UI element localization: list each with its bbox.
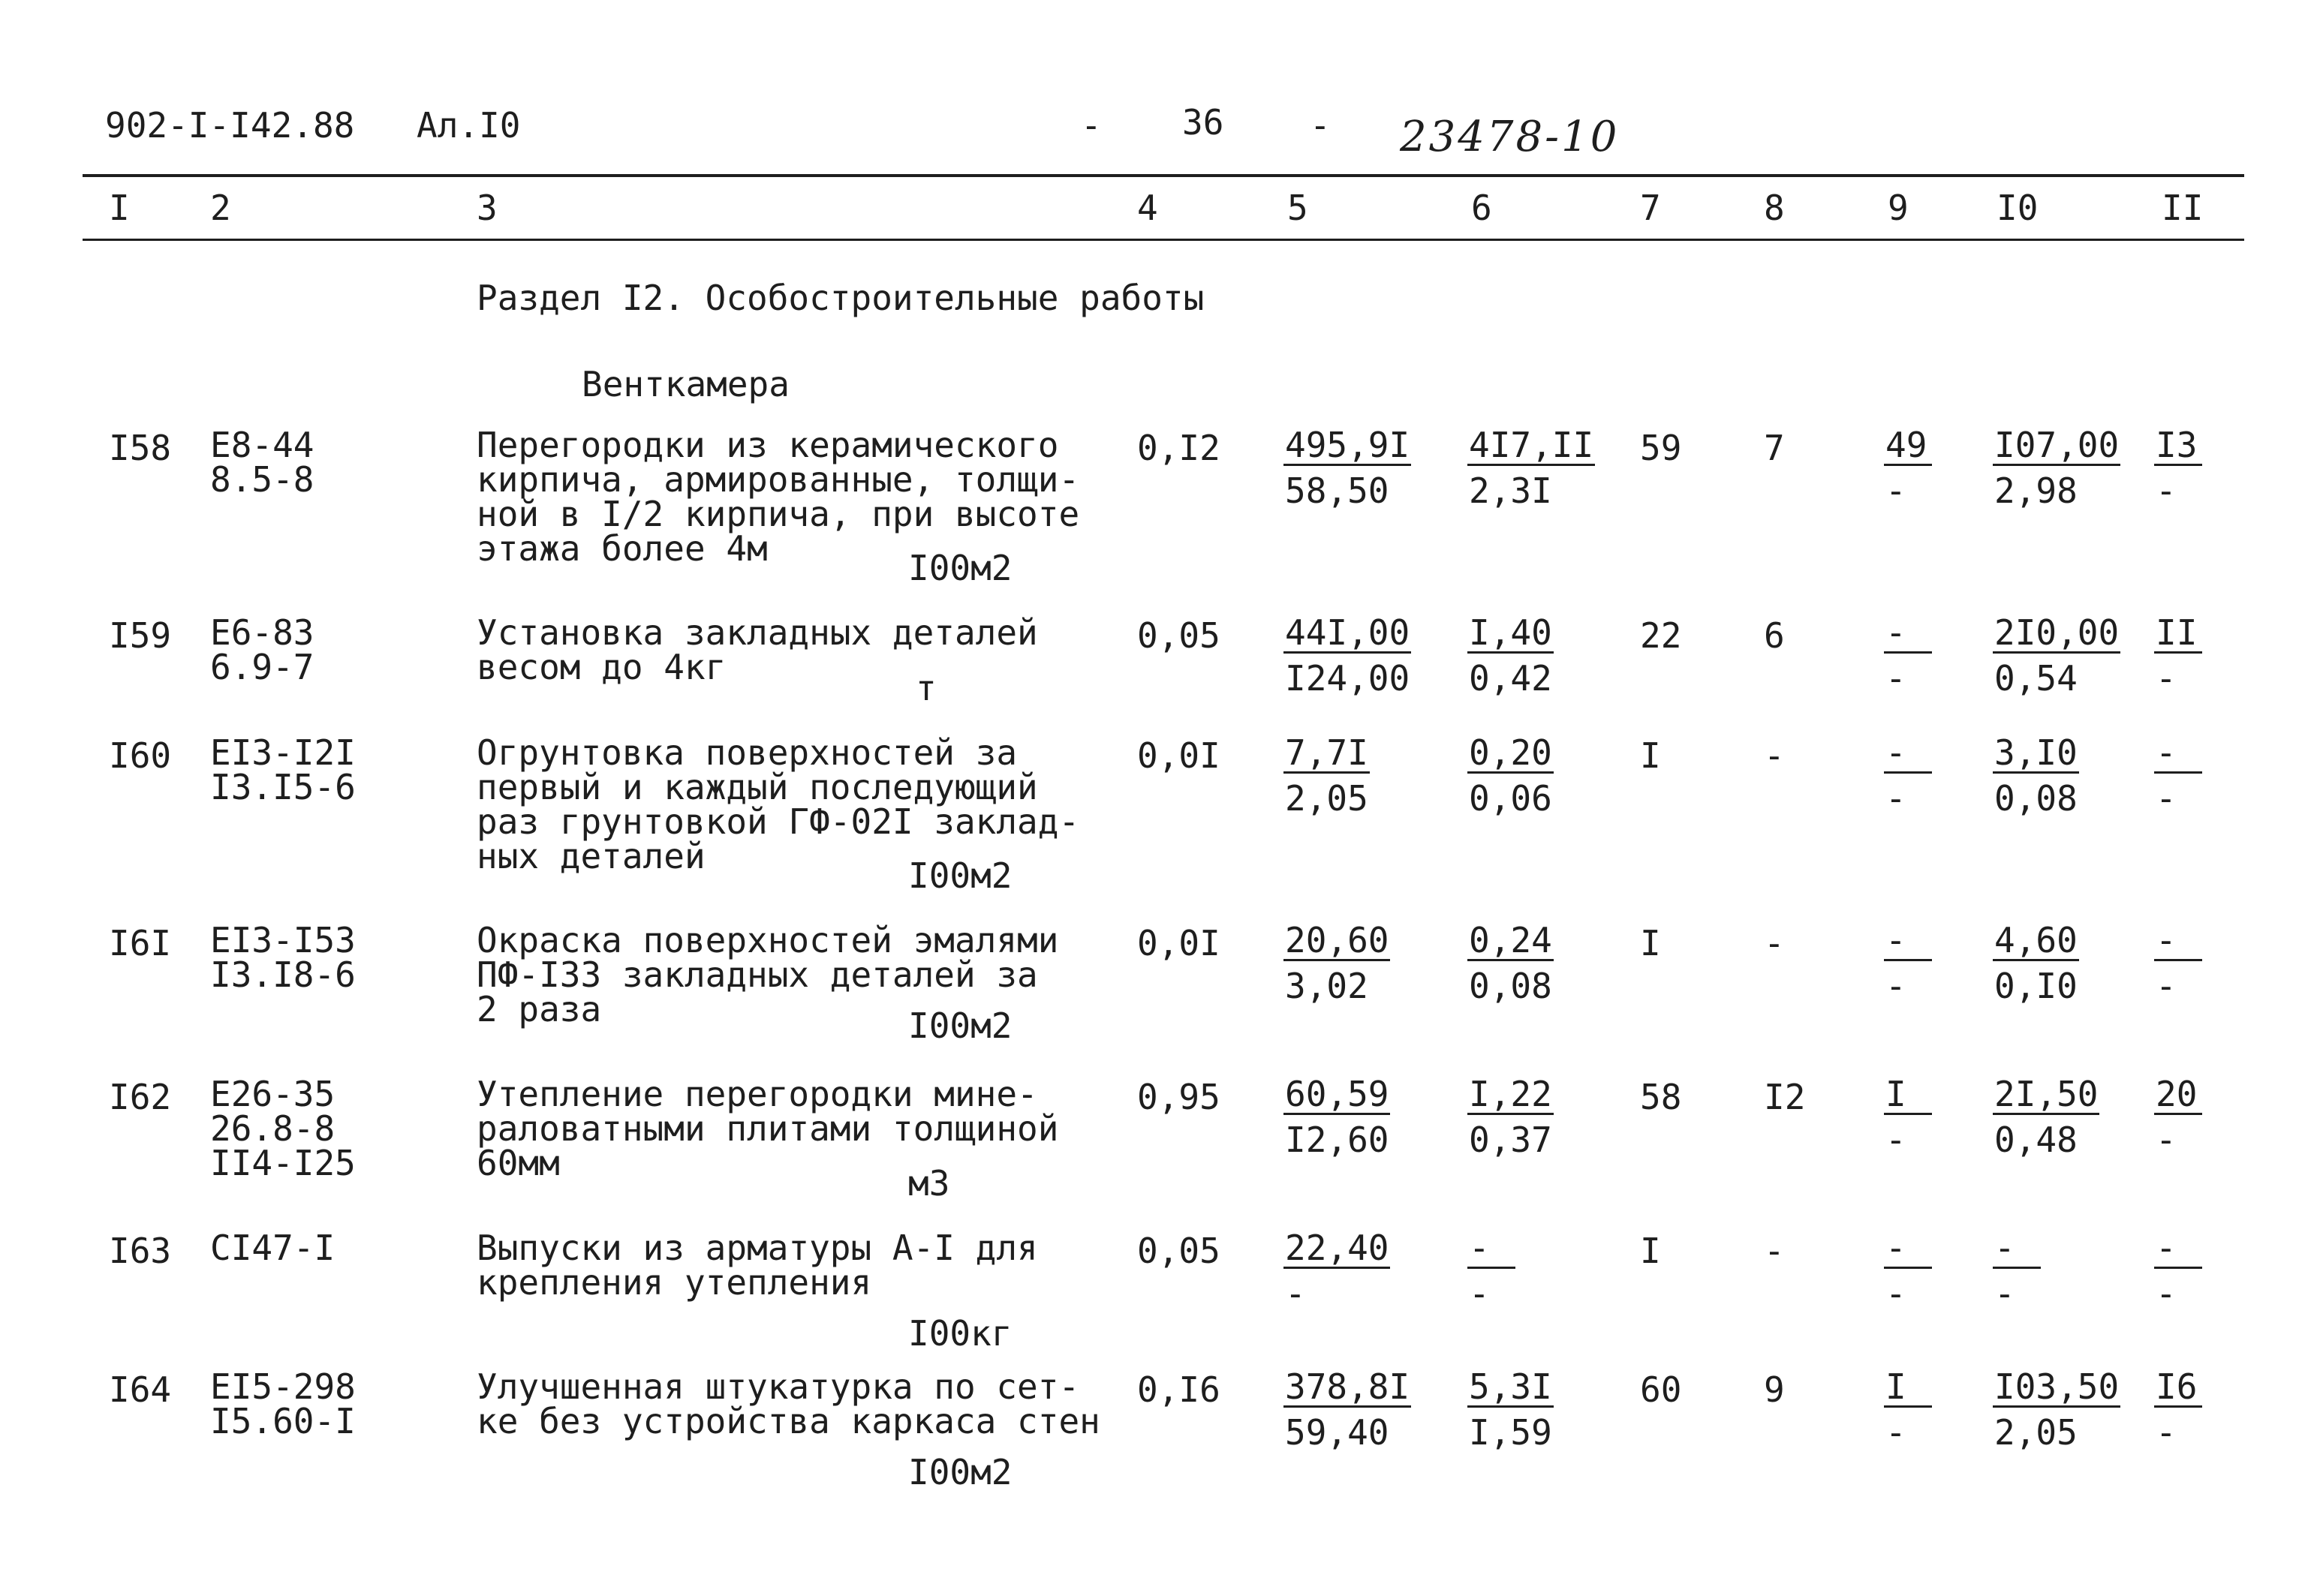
column-10-value [1993, 1228, 2041, 1314]
cost-machines-numerator: 0,20 [1469, 732, 1552, 773]
quantity: 0,0I [1137, 735, 1220, 776]
column-11-value [2154, 1228, 2202, 1314]
column-10-value [1993, 425, 2120, 511]
cost-direct-numerator: 7,7I [1285, 732, 1368, 773]
rank-value: I2 [1764, 1077, 1806, 1117]
cost-machines-denominator: - [1469, 1273, 1490, 1314]
handwritten-number: 23478-10 [1400, 113, 1620, 161]
column-header-10: I0 [1997, 188, 2039, 228]
cost-machines [1467, 732, 1554, 819]
column-header-8: 8 [1764, 188, 1785, 228]
work-description: Перегородки из керамического кирпича, армированные, толщи- ной в I/2 кирпича, при высоте этажа более 4м [477, 425, 1080, 569]
cost-machines [1467, 612, 1554, 699]
quantity: 0,05 [1137, 615, 1220, 656]
table-row [0, 732, 2305, 896]
header-dash-right: - [1310, 105, 1331, 146]
column-11-value-denominator: - [2156, 1273, 2177, 1314]
cost-direct-numerator: 495,9I [1285, 425, 1410, 465]
table-row [0, 612, 2305, 708]
labor-value: 59 [1640, 428, 1682, 468]
column-10-value-numerator: I07,00 [1994, 425, 2120, 465]
work-description: Улучшенная штукатурка по сет- ке без устройства каркаса стен [477, 1366, 1100, 1441]
row-number: I59 [109, 615, 172, 656]
row-number: I63 [109, 1231, 172, 1271]
column-11-value [2154, 1074, 2202, 1160]
cost-direct-denominator: - [1285, 1273, 1306, 1314]
column-9-value [1884, 425, 1932, 511]
column-9-value-numerator: 49 [1884, 428, 1932, 466]
column-9-value-numerator: I [1884, 1369, 1932, 1408]
column-9-value-numerator: - [1884, 923, 1932, 961]
cost-direct-denominator: 58,50 [1285, 470, 1389, 511]
column-11-value-numerator: II [2154, 615, 2202, 654]
column-11-value-numerator: - [2154, 923, 2202, 961]
rank-value: 7 [1764, 428, 1785, 468]
column-11-value-denominator: - [2156, 658, 2177, 699]
column-11-value-numerator: - [2154, 735, 2202, 774]
subsection-title: Венткамера [582, 364, 790, 404]
column-10-value [1993, 732, 2079, 819]
section-title: Раздел I2. Особостроительные работы [477, 278, 1205, 318]
unit-of-measure: I00м2 [908, 855, 1013, 896]
quantity: 0,95 [1137, 1077, 1220, 1117]
cost-machines-numerator: I,22 [1469, 1074, 1552, 1114]
labor-value: 60 [1640, 1369, 1682, 1410]
quantity: 0,05 [1137, 1231, 1220, 1271]
cost-machines-numerator: 4I7,II [1469, 425, 1594, 465]
cost-machines-denominator: 0,42 [1469, 658, 1552, 699]
column-9-value [1884, 612, 1932, 699]
labor-value: I [1640, 923, 1661, 963]
row-number: I60 [109, 735, 172, 776]
column-9-value [1884, 1228, 1932, 1314]
work-description: Огрунтовка поверхностей за первый и каждый последующий раз грунтовкой ГФ-02I заклад- ных деталей [477, 732, 1080, 876]
column-10-value [1993, 612, 2120, 699]
table-top-rule [83, 174, 2244, 177]
cost-machines [1467, 920, 1554, 1006]
cost-direct-numerator: 60,59 [1285, 1074, 1389, 1114]
norm-code: СI47-I [210, 1228, 336, 1268]
column-9-value [1884, 732, 1932, 819]
cost-machines-numerator: - [1467, 1231, 1515, 1269]
work-description: Утепление перегородки мине- раловатными плитами толщиной 60мм [477, 1074, 1059, 1183]
column-header-4: 4 [1137, 188, 1158, 228]
unit-of-measure: I00м2 [908, 1452, 1013, 1492]
cost-direct [1283, 1366, 1411, 1453]
norm-code: ЕI3-I2I I3.I5-6 [210, 732, 356, 807]
cost-machines-numerator: 0,24 [1469, 920, 1552, 960]
row-number: I58 [109, 428, 172, 468]
cost-machines-denominator: I,59 [1469, 1412, 1552, 1453]
cost-machines-denominator: 0,06 [1469, 778, 1552, 819]
cost-direct-numerator: 20,60 [1285, 920, 1389, 960]
quantity: 0,0I [1137, 923, 1220, 963]
cost-machines-denominator: 0,37 [1469, 1120, 1552, 1160]
work-description: Выпуски из арматуры А-I для крепления утепления [477, 1228, 1038, 1303]
cost-direct [1283, 1074, 1390, 1160]
column-10-value-numerator: 3,I0 [1994, 732, 2078, 773]
column-11-value-denominator: - [2156, 778, 2177, 819]
column-header-11: II [2162, 188, 2204, 228]
column-10-value-numerator: I03,50 [1994, 1366, 2120, 1407]
cost-direct [1283, 425, 1411, 511]
row-number: I62 [109, 1077, 172, 1117]
column-9-value-denominator: - [1885, 1273, 1906, 1314]
cost-machines [1467, 1228, 1515, 1314]
column-10-value-numerator: 2I,50 [1994, 1074, 2099, 1114]
column-10-value [1993, 1074, 2099, 1160]
unit-of-measure: I00м2 [908, 1005, 1013, 1046]
unit-of-measure: I00кг [908, 1313, 1013, 1354]
norm-code: Е8-44 8.5-8 [210, 425, 314, 500]
rank-value: - [1764, 1231, 1785, 1271]
column-10-value-numerator: 2I0,00 [1994, 612, 2120, 653]
unit-of-measure: I00м2 [908, 548, 1013, 588]
table-row [0, 1074, 2305, 1204]
column-11-value [2154, 732, 2202, 819]
column-9-value-numerator: - [1884, 735, 1932, 774]
column-11-value-denominator: - [2156, 1412, 2177, 1453]
column-10-value-denominator: 0,54 [1994, 658, 2078, 699]
cost-machines-denominator: 0,08 [1469, 966, 1552, 1006]
column-10-value-denominator: 2,05 [1994, 1412, 2078, 1453]
cost-direct-numerator: 22,40 [1285, 1228, 1389, 1268]
cost-direct-denominator: 59,40 [1285, 1412, 1389, 1453]
header-dash-left: - [1081, 105, 1102, 146]
column-11-value-denominator: - [2156, 1120, 2177, 1160]
table-row [0, 1228, 2305, 1354]
column-header-1: I [109, 188, 130, 228]
norm-code: Е6-83 6.9-7 [210, 612, 314, 687]
rank-value: 9 [1764, 1369, 1785, 1410]
column-9-value-numerator: - [1884, 1231, 1932, 1269]
column-11-value-numerator: I6 [2154, 1369, 2202, 1408]
cost-direct-numerator: 44I,00 [1285, 612, 1410, 653]
row-number: I64 [109, 1369, 172, 1410]
column-11-value [2154, 920, 2202, 1006]
column-header-5: 5 [1287, 188, 1308, 228]
quantity: 0,I6 [1137, 1369, 1220, 1410]
column-header-9: 9 [1888, 188, 1909, 228]
column-9-value-denominator: - [1885, 778, 1906, 819]
document-code: 902-I-I42.88 [105, 105, 355, 146]
column-10-value-denominator: 0,48 [1994, 1120, 2078, 1160]
column-10-value [1993, 920, 2079, 1006]
norm-code: ЕI5-298 I5.60-I [210, 1366, 356, 1441]
cost-machines [1467, 425, 1595, 511]
cost-direct [1283, 920, 1390, 1006]
column-header-6: 6 [1471, 188, 1492, 228]
cost-direct-denominator: 3,02 [1285, 966, 1368, 1006]
cost-direct-denominator: I24,00 [1285, 658, 1410, 699]
rank-value: - [1764, 735, 1785, 776]
rank-value: 6 [1764, 615, 1785, 656]
column-10-value-numerator: - [1993, 1231, 2041, 1269]
work-description: Установка закладных деталей весом до 4кг [477, 612, 1038, 687]
norm-code: ЕI3-I53 I3.I8-6 [210, 920, 356, 995]
cost-machines-numerator: I,40 [1469, 612, 1552, 653]
column-9-value-denominator: - [1885, 658, 1906, 699]
page-number: 36 [1182, 102, 1224, 143]
cost-machines-numerator: 5,3I [1469, 1366, 1552, 1407]
table-row [0, 425, 2305, 588]
rank-value: - [1764, 923, 1785, 963]
column-11-value [2154, 425, 2202, 511]
column-11-value-numerator: I3 [2154, 428, 2202, 466]
unit-of-measure: т [916, 668, 937, 708]
column-header-2: 2 [210, 188, 231, 228]
cost-direct [1283, 1228, 1390, 1314]
labor-value: 22 [1640, 615, 1682, 656]
unit-of-measure: м3 [908, 1163, 950, 1204]
table-row [0, 920, 2305, 1046]
column-9-value-denominator: - [1885, 966, 1906, 1006]
column-11-value [2154, 1366, 2202, 1453]
column-9-value [1884, 920, 1932, 1006]
table-header-rule [83, 239, 2244, 241]
norm-code: Е26-35 26.8-8 II4-I25 [210, 1074, 356, 1183]
labor-value: I [1640, 735, 1661, 776]
cost-machines-denominator: 2,3I [1469, 470, 1552, 511]
column-9-value-denominator: - [1885, 1120, 1906, 1160]
work-description: Окраска поверхностей эмалями ПФ-I33 закладных деталей за 2 раза [477, 920, 1059, 1029]
row-number: I6I [109, 923, 172, 963]
table-row [0, 1366, 2305, 1492]
column-11-value-numerator: 20 [2154, 1077, 2202, 1115]
quantity: 0,I2 [1137, 428, 1220, 468]
column-10-value-numerator: 4,60 [1994, 920, 2078, 960]
column-11-value [2154, 612, 2202, 699]
column-10-value-denominator: - [1994, 1273, 2015, 1314]
column-9-value [1884, 1366, 1932, 1453]
column-11-value-denominator: - [2156, 966, 2177, 1006]
column-11-value-denominator: - [2156, 470, 2177, 511]
column-header-3: 3 [477, 188, 498, 228]
column-10-value-denominator: 0,08 [1994, 778, 2078, 819]
column-10-value-denominator: 2,98 [1994, 470, 2078, 511]
column-9-value-denominator: - [1885, 470, 1906, 511]
labor-value: I [1640, 1231, 1661, 1271]
cost-direct-numerator: 378,8I [1285, 1366, 1410, 1407]
column-10-value [1993, 1366, 2120, 1453]
cost-direct [1283, 612, 1411, 699]
labor-value: 58 [1640, 1077, 1682, 1117]
column-9-value-denominator: - [1885, 1412, 1906, 1453]
cost-direct-denominator: I2,60 [1285, 1120, 1389, 1160]
cost-machines [1467, 1366, 1554, 1453]
column-10-value-denominator: 0,I0 [1994, 966, 2078, 1006]
column-header-7: 7 [1640, 188, 1661, 228]
sheet-label: Ал.I0 [417, 105, 521, 146]
cost-direct-denominator: 2,05 [1285, 778, 1368, 819]
column-9-value-numerator: I [1884, 1077, 1932, 1115]
cost-direct [1283, 732, 1370, 819]
column-11-value-numerator: - [2154, 1231, 2202, 1269]
column-9-value-numerator: - [1884, 615, 1932, 654]
cost-machines [1467, 1074, 1554, 1160]
column-9-value [1884, 1074, 1932, 1160]
